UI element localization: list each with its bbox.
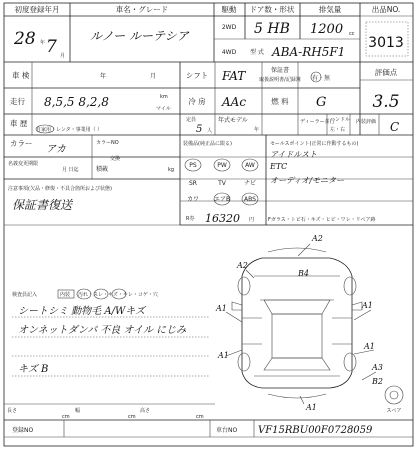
month-suffix: 月 <box>60 53 66 59</box>
r-ticket-unit: 円 <box>249 217 255 223</box>
ac-value: AAc <box>222 95 247 109</box>
inspection-label: 車 検 <box>12 71 30 80</box>
equipment-item: AW <box>245 162 255 169</box>
equipment-item: ナビ <box>243 180 257 187</box>
history-options: 自家用・レンタ・事業用（ ） <box>36 127 103 133</box>
displacement-label: 排気量 <box>318 5 342 14</box>
interior-value: C <box>390 120 400 134</box>
mileage-label: 走行 <box>10 97 25 106</box>
equipment-title: 装備品(純正品に限る) <box>183 141 232 147</box>
damage-mark: A1 <box>216 304 227 313</box>
drive-label: 駆動 <box>221 5 237 14</box>
mileage-value: 8,5,5 8,2,8 <box>44 95 109 109</box>
shift-label: シフト <box>185 71 209 80</box>
capacity-unit: 人 <box>207 128 213 134</box>
color-no-label: カラーNO <box>96 140 119 146</box>
inspector-line-1: シートシミ 動物毛 A/Wキズ <box>18 306 146 317</box>
handle-label: ハンドル <box>330 117 351 123</box>
handle-options: 左・右 <box>330 127 346 133</box>
equipment-grid <box>185 159 258 205</box>
warranty-sub: 取扱説明書/記録簿 <box>259 77 301 83</box>
interior-label: 内装評価 <box>356 119 377 125</box>
first-reg-label: 初度登録年月 <box>14 5 60 14</box>
equipment-item: PW <box>217 162 227 169</box>
damage-mark: A1 <box>364 342 375 351</box>
drive-4wd: 4WD <box>221 49 237 56</box>
exchange-label: 交換 <box>110 156 121 162</box>
inspector-line-2: オンネットダンパ 不良 オイル にじみ <box>18 325 187 336</box>
vin-label: 車台NO <box>216 427 238 434</box>
capacity-value: 5 <box>196 124 203 135</box>
reg-no-label: 登録NO <box>12 427 34 434</box>
drive-2wd: 2WD <box>221 24 237 31</box>
name-change-text: 月 日迄 <box>62 167 79 173</box>
first-reg-year: 28 <box>14 29 36 49</box>
damage-mark: A2 <box>312 234 323 243</box>
sales-point-line-2: ETC <box>270 162 288 171</box>
load-unit: kg <box>168 167 175 173</box>
displacement-value: 1200 <box>310 22 344 37</box>
lot-label: 出品NO. <box>371 5 401 14</box>
name-change-label: 名義変更期限 <box>8 161 39 167</box>
color-value: アカ <box>46 144 66 155</box>
warranty-options: 有・無 <box>312 75 331 82</box>
damage-mark: A1 <box>218 351 229 360</box>
car-name-label: 車名・グレード <box>115 5 169 14</box>
length-label: 長さ <box>7 408 18 414</box>
displacement-unit: cc <box>349 31 355 37</box>
inspection-year-word: 年 <box>100 73 107 80</box>
mileage-km-unit: km <box>160 94 168 100</box>
history-label: 車 歴 <box>10 119 28 128</box>
model-value: ABA-RH5F1 <box>272 45 346 59</box>
damage-mark: B2 <box>372 377 383 386</box>
equipment-item: カワ <box>186 196 200 203</box>
fuel-label: 燃 料 <box>271 97 289 106</box>
first-reg-month: 7 <box>46 37 57 57</box>
inspector-interior-label: 内装 <box>60 292 71 298</box>
score-value: 3.5 <box>372 92 400 112</box>
dealer-label: ディーラー並行 <box>300 119 335 125</box>
glass-row: Fガラス・トビ石・キズ・ヒビ・ワレ・リペア跡 <box>268 217 376 223</box>
car-name-value: ルノー ルーテシア <box>90 29 189 43</box>
notes-handwritten: 保証書復送 <box>12 198 73 212</box>
fuel-value: G <box>316 95 327 110</box>
mileage-mile-unit: マイル <box>156 106 171 112</box>
sales-point-line-1: アイドルスト <box>270 150 318 159</box>
score-label: 評価点 <box>374 68 398 77</box>
color-label: カラー <box>10 139 33 148</box>
ac-label: 冷 房 <box>188 97 206 106</box>
shift-value: FAT <box>222 69 246 83</box>
year-model-label: 年式モデル <box>218 117 248 124</box>
capacity-label: 定員 <box>186 117 197 123</box>
damage-mark: A1 <box>362 301 373 310</box>
door-shape-label: ドア数・形状 <box>249 5 295 14</box>
load-label: 積載 <box>96 166 109 173</box>
equipment-item: SR <box>189 180 197 187</box>
width-label: 幅 <box>75 408 81 414</box>
inspector-title: 検査員記入 <box>12 292 38 298</box>
damage-marks <box>215 234 383 412</box>
equipment-item: TV <box>218 180 226 187</box>
length-unit: cm <box>62 414 70 420</box>
lot-value: 3013 <box>368 35 404 51</box>
inspection-month-word: 月 <box>150 73 157 80</box>
equipment-item: PS <box>189 162 197 169</box>
notes-title: 注意事項(欠品・修復・不具合箇所および状態) <box>8 186 112 192</box>
sales-points-title: セールスポイント(正常に作動するもの) <box>270 141 359 147</box>
door-shape-value: 5 HB <box>254 21 290 37</box>
inspector-options: 汚れ・スレ・キズ・キレ・コゲ・穴 <box>78 292 158 298</box>
damage-mark: A3 <box>372 363 383 372</box>
spare-label: スペア <box>386 408 402 414</box>
sales-point-line-3: オーディオ/モニター <box>270 176 345 185</box>
damage-mark: A1 <box>306 403 317 412</box>
equipment-item: ABS <box>244 196 256 203</box>
year-suffix: 年 <box>40 40 46 46</box>
height-unit: cm <box>196 414 204 420</box>
inspector-line-4: キズ B <box>18 364 49 375</box>
damage-mark: B4 <box>298 269 309 278</box>
equipment-item: エアB <box>213 196 231 203</box>
damage-mark: A2 <box>237 261 248 270</box>
year-model-unit: 年 <box>254 127 260 133</box>
warranty-label: 保証書 <box>270 67 290 74</box>
width-unit: cm <box>128 414 136 420</box>
vin-value: VF15RBU00F0728059 <box>258 425 373 436</box>
r-ticket-label: R券 <box>186 216 195 222</box>
height-label: 高さ <box>140 408 151 414</box>
r-ticket-value: 16320 <box>205 212 240 225</box>
model-label: 型 式 <box>250 49 264 56</box>
